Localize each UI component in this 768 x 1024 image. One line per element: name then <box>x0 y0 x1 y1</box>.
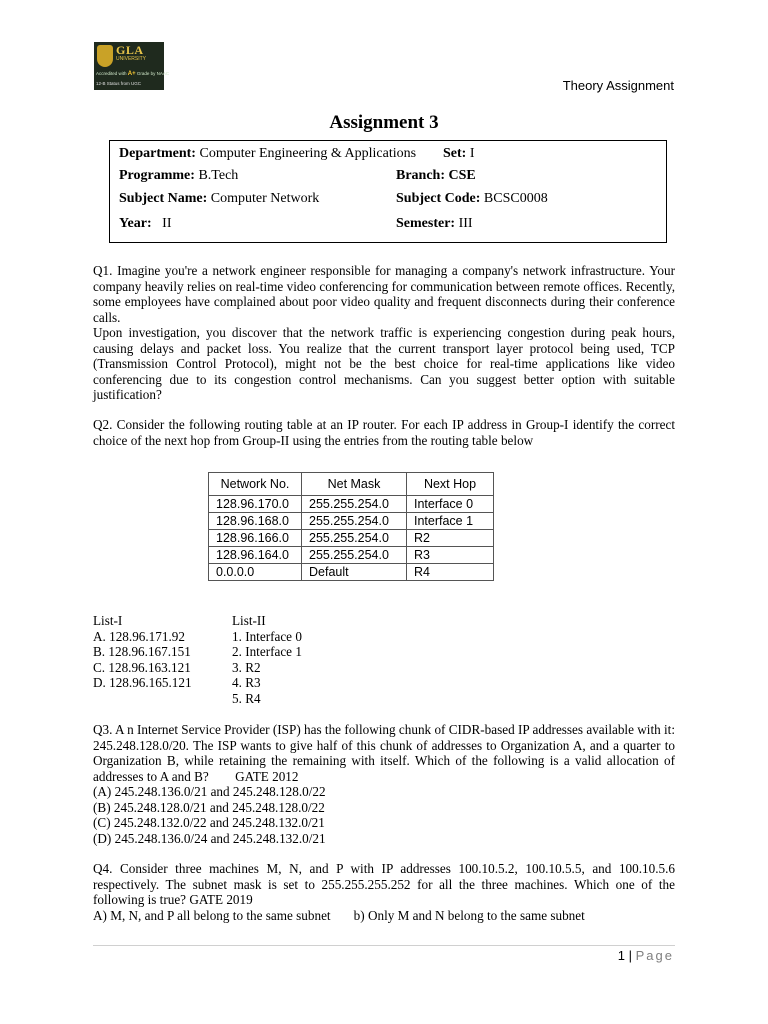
table-header-row <box>209 473 494 496</box>
question-3 <box>93 722 675 846</box>
semester-row: Semester: III <box>396 216 473 231</box>
list-2-header: List-II <box>232 613 266 628</box>
table-cell: 255.255.254.0 <box>302 496 407 513</box>
q1-paragraph-1: Q1. Imagine you're a network engineer responsible for managing a company's network infrastructure. Your company heavily relies on real-time video conferencing for communication between remote offices. Recently, some employees have complained about poor video quality and frequent disconnects during their conference calls. <box>93 263 675 325</box>
page-footer <box>618 948 674 963</box>
table-cell: R3 <box>407 547 494 564</box>
page-title: Assignment 3 <box>329 112 439 133</box>
university-logo <box>94 42 170 90</box>
list-item: A. 128.96.171.92 <box>93 628 185 644</box>
page-separator: | <box>628 948 632 963</box>
list-2 <box>232 613 302 706</box>
table-cell: 128.96.170.0 <box>209 496 302 513</box>
table-cell: Interface 0 <box>407 496 494 513</box>
table-cell: R2 <box>407 530 494 547</box>
crest-icon <box>97 45 113 67</box>
table-cell: Interface 1 <box>407 513 494 530</box>
list-item: 3. R2 <box>232 659 261 675</box>
q4-options: A) M, N, and P all belong to the same subnet b) Only M and N belong to the same subnet <box>93 907 585 923</box>
logo-accreditation: Accredited with A+ Grade by NAAC <box>96 71 170 77</box>
table-cell: 128.96.168.0 <box>209 513 302 530</box>
table-row <box>209 530 494 547</box>
year-row: Year: II <box>119 216 172 231</box>
list-item: 4. R3 <box>232 675 261 690</box>
list-item: C. 128.96.163.121 <box>93 659 191 675</box>
table-row <box>209 513 494 530</box>
subject-name-row: Subject Name: Computer Network <box>119 191 320 206</box>
q3-text: Q3. A n Internet Service Provider (ISP) has the following chunk of CIDR-based IP addresses available with it: 245.248.128.0/20. The ISP wants to give half of this chunk of addresses to Organization A, and a quarter to Organization B, while retaining the remaining with itself. Which of the following is a valid allocation of addresses to A and B? GATE 2012 <box>93 722 675 784</box>
q3-option: (A) 245.248.136.0/21 and 245.248.128.0/22 <box>93 784 326 799</box>
question-1 <box>93 263 675 403</box>
table-cell: Default <box>302 564 407 581</box>
list-1 <box>93 613 192 691</box>
logo-name: GLA <box>116 43 144 57</box>
list-item: 1. Interface 0 <box>232 628 302 644</box>
table-header: Net Mask <box>302 473 407 496</box>
q4-text: Q4. Consider three machines M, N, and P with IP addresses 100.10.5.2, 100.10.5.5, and 100.10.5.6 respectively. The subnet mask is set to 255.255.255.252 for all the three machines. Which one of the following is true? GATE 2019 <box>93 861 675 907</box>
page-label: Page <box>635 948 674 963</box>
list-item: 2. Interface 1 <box>232 644 302 659</box>
department-row: Department: Computer Engineering & Applications <box>119 146 417 161</box>
table-header: Next Hop <box>407 473 494 496</box>
table-cell: 255.255.254.0 <box>302 513 407 530</box>
q2-text: Q2. Consider the following routing table at an IP router. For each IP address in Group-I identify the correct choice of the next hop from Group-II using the entries from the routing table below <box>93 417 675 448</box>
table-row <box>209 564 494 581</box>
table-cell: 255.255.254.0 <box>302 530 407 547</box>
table-cell: 128.96.166.0 <box>209 530 302 547</box>
table-row <box>209 496 494 513</box>
header-doc-type: Theory Assignment <box>562 78 674 93</box>
set-row: Set: I <box>443 146 475 161</box>
table-header: Network No. <box>209 473 302 496</box>
list-1-header: List-I <box>93 613 123 628</box>
programme-row: Programme: B.Tech <box>119 168 239 183</box>
course-info-box <box>109 140 667 243</box>
q3-option: (B) 245.248.128.0/21 and 245.248.128.0/22 <box>93 799 325 815</box>
table-cell: 255.255.254.0 <box>302 547 407 564</box>
q1-paragraph-2: Upon investigation, you discover that the network traffic is experiencing congestion during peak hours, causing delays and packet loss. You realize that the current transport layer protocol being used, TCP (Transmission Control Protocol), might not be the best choice for real-time applications like video conferencing due to its congestion control mechanisms. Can you suggest better option with suitable justification? <box>93 325 675 402</box>
table-cell: 0.0.0.0 <box>209 564 302 581</box>
logo-subtitle: UNIVERSITY <box>116 56 147 62</box>
routing-table <box>208 472 494 581</box>
list-item: B. 128.96.167.151 <box>93 644 191 659</box>
logo-status: 12-B Status from UGC <box>96 81 142 86</box>
q3-option: (D) 245.248.136.0/24 and 245.248.132.0/21 <box>93 830 326 846</box>
footer-divider <box>93 945 675 946</box>
table-row <box>209 547 494 564</box>
page-number: 1 <box>617 948 625 963</box>
table-cell: 128.96.164.0 <box>209 547 302 564</box>
q3-tag: GATE 2012 <box>235 768 299 784</box>
question-4 <box>93 861 675 923</box>
question-2 <box>93 417 675 448</box>
table-cell: R4 <box>407 564 494 581</box>
q3-option: (C) 245.248.132.0/22 and 245.248.132.0/21 <box>93 815 325 830</box>
branch-row: Branch: CSE <box>396 168 476 183</box>
list-item: D. 128.96.165.121 <box>93 675 192 690</box>
list-item: 5. R4 <box>232 690 261 706</box>
subject-code-row: Subject Code: BCSC0008 <box>396 191 548 206</box>
